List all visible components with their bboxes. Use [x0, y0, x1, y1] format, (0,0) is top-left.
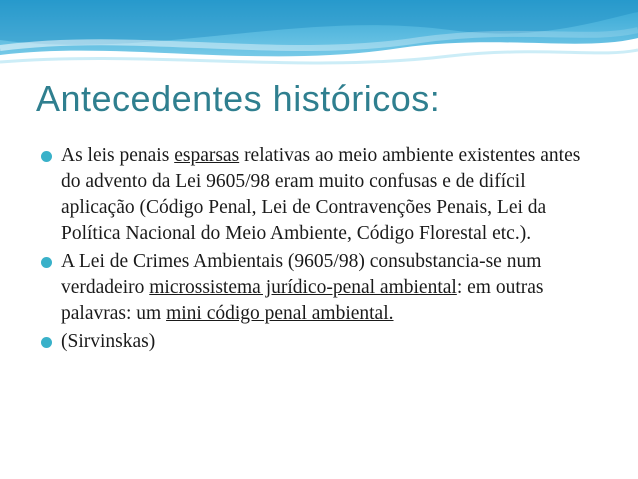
header-decoration — [0, 0, 638, 75]
list-item — [38, 143, 598, 247]
bullet-dot-icon — [41, 257, 52, 268]
text-segment: relativas ao meio ambiente existentes antes do advento da Lei 9605/98 eram muito confusas e de difícil aplicação (Código Penal, Lei de Contravenções Penais, Lei da Política Nacional do Meio Ambiente, Código Florestal etc.). — [61, 145, 581, 244]
text-segment: As leis penais — [61, 145, 175, 166]
bullet-dot-icon — [41, 337, 52, 348]
text-segment: (Sirvinskas) — [61, 331, 156, 352]
slide-title: Antecedentes históricos: — [36, 78, 441, 119]
underlined-term: esparsas — [174, 145, 240, 166]
text-segment: A Lei de Crimes Ambientais (9605/98) consubstancia-se num verdadeiro — [61, 251, 542, 298]
list-item — [38, 249, 598, 327]
list-item — [38, 329, 598, 355]
underlined-term: mini código penal ambiental. — [166, 303, 394, 324]
text-segment: : em outras palavras: um — [61, 277, 544, 324]
underlined-term: microssistema jurídico-penal ambiental — [149, 277, 457, 298]
bullet-dot-icon — [41, 151, 52, 162]
bullet-list — [38, 143, 598, 357]
